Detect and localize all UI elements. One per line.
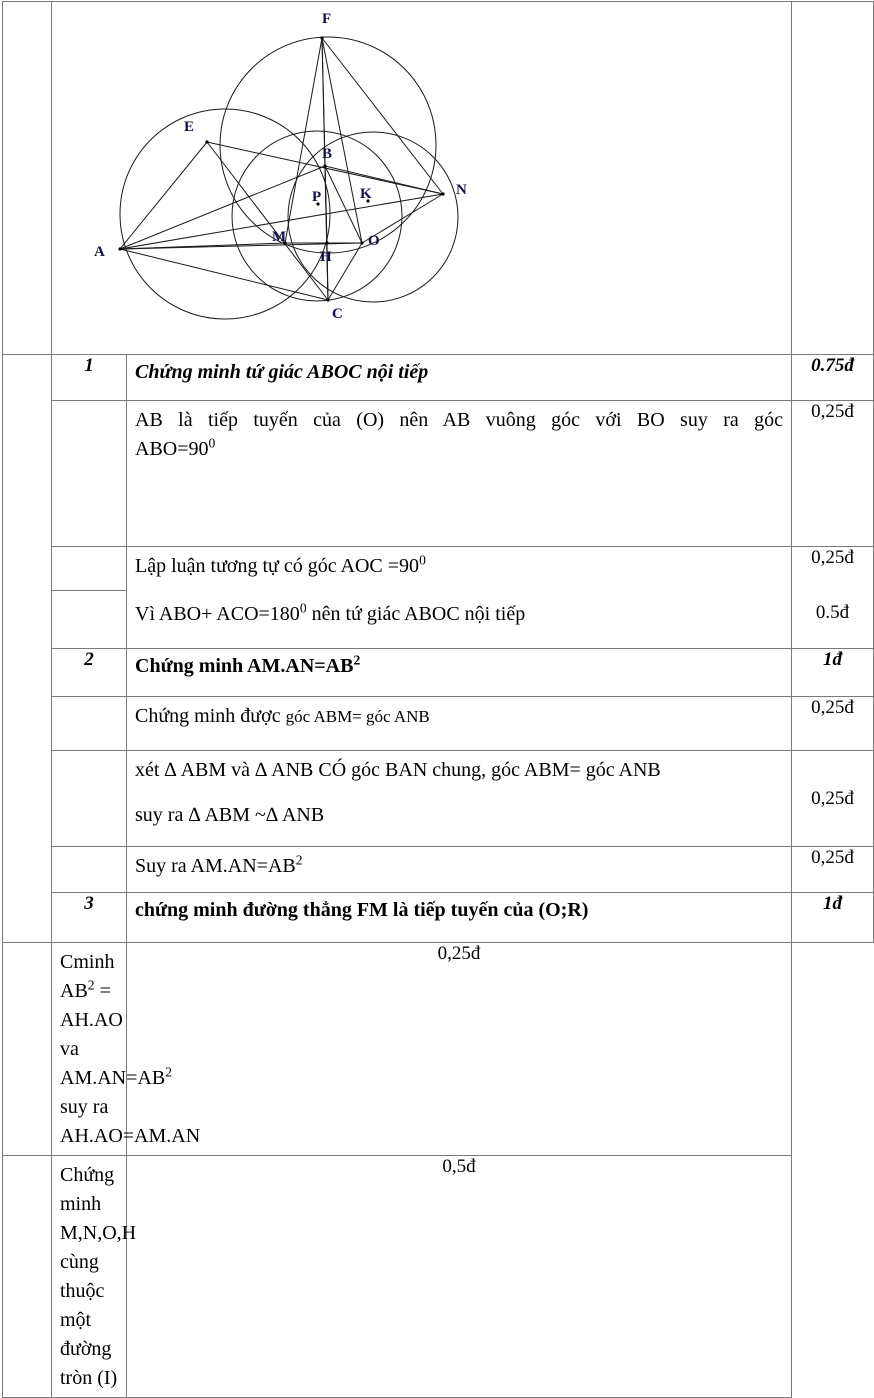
row-body (127, 751, 792, 847)
degree-sup: 0 (208, 435, 216, 451)
figure-label-C: C (332, 306, 343, 322)
row-score: 0,25đ (127, 943, 792, 1156)
table-row-figure (3, 2, 874, 355)
row-1b-line2: Vì $ABO+ ACO=180^0$ nên tứ giác ABOC nội tiếp (135, 600, 526, 625)
table-row-2-header (3, 649, 874, 697)
row-body (127, 697, 792, 751)
point-C (326, 298, 329, 301)
row-score: 1đ (792, 649, 874, 697)
row-number-empty (52, 547, 127, 591)
row-body (52, 1156, 137, 1398)
row-2-title: Chứng minh $AM.AN=AB^2$ (135, 652, 361, 677)
page (0, 1, 874, 1389)
geometry-figure (52, 2, 791, 354)
figure-label-H: H (320, 249, 332, 265)
margin-cell (3, 2, 52, 355)
row-3-title: chứng minh đường thẳng FM là tiếp tuyến của (O;R) (135, 899, 589, 921)
row-body (127, 893, 792, 943)
exponent-sup: 2 (165, 1064, 172, 1080)
answer-key-table (2, 1, 874, 1398)
row-number-empty (52, 751, 127, 847)
exponent-sup: 2 (87, 977, 95, 993)
row-number-empty (52, 590, 127, 649)
figure-label-K: K (360, 186, 372, 202)
table-row-3-header (3, 893, 874, 943)
row-score: 0.75đ (792, 355, 874, 401)
figure-label-E: E (184, 119, 195, 135)
segment-AC (120, 249, 328, 300)
row-score: 0,25đ (792, 847, 874, 893)
row-number: 1 (52, 355, 127, 401)
table-row-1-header (3, 355, 874, 401)
row-2a-prefix: Chứng minh được (135, 705, 286, 727)
circle-A-left (120, 109, 333, 319)
segment-FM (285, 38, 322, 243)
table-row-2b (3, 751, 874, 847)
segment-BO (325, 166, 362, 243)
row-2c-text: Suy ra $AM.AN=AB^2$ (135, 852, 303, 877)
left-margin-column (3, 355, 52, 943)
point-H (325, 241, 328, 244)
row-score: 0,25đ (792, 751, 874, 847)
row-2b-line2: suy ra ∆ ABM ~∆ ANB (135, 804, 325, 826)
circle-O-small (232, 131, 402, 301)
row-number-empty (52, 847, 127, 893)
figure-label-F: F (322, 11, 332, 27)
table-row-1b-line1 (3, 547, 874, 591)
segment-EC (207, 142, 328, 300)
table-row-2a (3, 697, 874, 751)
row-1-title: Chứng minh tứ giác ABOC nội tiếp (135, 361, 429, 383)
row-number: 2 (52, 649, 127, 697)
row-1a-text (127, 401, 791, 546)
row-body (127, 355, 792, 401)
row-number-empty (52, 401, 127, 547)
row-body (127, 649, 792, 697)
exponent-sup: 2 (353, 652, 361, 668)
row-score: 0,25đ (792, 401, 874, 547)
row-number: 3 (52, 893, 127, 943)
figure-cell (52, 2, 792, 355)
row-body (127, 847, 792, 893)
segment-FN (322, 38, 443, 194)
segment-AE (120, 142, 207, 249)
figure-label-N: N (456, 182, 467, 198)
row-body (127, 401, 792, 547)
score-cell-figure (792, 2, 874, 355)
geometry-svg (52, 2, 712, 354)
row-1b-line1: Lập luận tương tự có góc AOC $=90^0$ (135, 552, 426, 577)
point-B (323, 164, 326, 167)
degree-sup: 0 (299, 600, 307, 616)
row-2b-text (127, 751, 791, 846)
row-number-empty (52, 697, 127, 751)
figure-label-B: B (322, 146, 333, 162)
row-number-empty (3, 943, 52, 1156)
row-score: 0,25đ (792, 697, 874, 751)
table-row-2c (3, 847, 874, 893)
row-body (52, 943, 201, 1156)
row-1a-line2: $ABO=90^0$ (135, 435, 216, 460)
point-O (360, 241, 363, 244)
row-score: 0,5đ (127, 1156, 792, 1398)
figure-label-A: A (94, 244, 105, 260)
table-row-3a (3, 943, 874, 1156)
point-N (441, 192, 444, 195)
point-F (320, 36, 323, 39)
row-body (127, 547, 792, 591)
figure-label-P: P (312, 189, 322, 205)
row-number-empty (3, 1156, 52, 1398)
figure-label-O: O (368, 233, 380, 249)
row-score: 0,25đ (792, 547, 874, 591)
row-2b-line1: xét ∆ ABM và ∆ ANB CÓ góc BAN chung, góc ABM= góc ANB (135, 759, 661, 781)
segment-AB (120, 166, 325, 249)
figure-label-M: M (272, 229, 287, 245)
exponent-sup: 2 (295, 852, 303, 868)
row-score: 1đ (792, 893, 874, 943)
row-2a-angle-statement: góc ABM= góc ANB (285, 707, 430, 726)
table-row-1a (3, 401, 874, 547)
row-3b-text: Chứng minh M,N,O,H cùng thuộc một đường tròn (I) (60, 1164, 137, 1389)
point-A (118, 247, 121, 250)
point-E (205, 140, 208, 143)
row-score: 0.5đ (792, 590, 874, 649)
row-body (127, 590, 792, 649)
row-1a-line1: AB là tiếp tuyến của (O) nên AB vuông góc với BO suy ra góc (135, 409, 783, 431)
table-row-3b (3, 1156, 874, 1398)
row-3a-text: Cminh $AB^2 = AH.AO$ va $AM.AN=AB^2$ suy ra AH.AO=AM.AN (60, 951, 201, 1147)
row-2a-text (127, 697, 791, 750)
table-row-1b-line2 (3, 590, 874, 649)
degree-sup: 0 (419, 552, 426, 568)
